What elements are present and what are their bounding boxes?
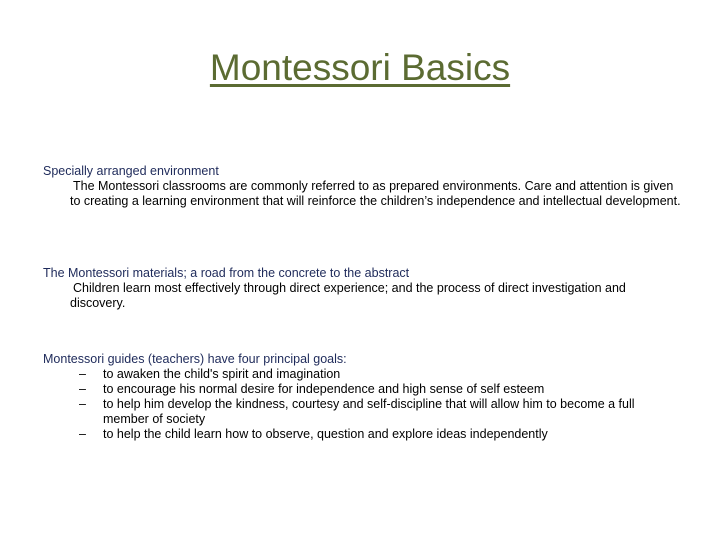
goals-list [43,367,678,442]
slide-title [0,44,720,92]
goal-item [43,397,678,427]
goal-item [43,427,678,442]
dash-bullet: – [79,382,86,396]
section-heading: Specially arranged environment [43,164,219,178]
section-body: The Montessori classrooms are commonly referred to as prepared environments. Care and attention is given to creating a learning environment that will reinforce the children’s independence and intellectual development. [70,179,681,208]
section-environment [43,164,683,209]
goal-text: to encourage his normal desire for independence and high sense of self esteem [103,382,545,396]
goal-text: to awaken the child's spirit and imagination [103,367,341,381]
section-heading: The Montessori materials; a road from the concrete to the abstract [43,266,410,280]
slide-title-text: Montessori Basics [209,47,511,88]
section-guides [43,352,678,442]
goal-text: to help the child learn how to observe, question and explore ideas independently [103,427,548,441]
goal-item [43,382,678,397]
goal-text: to help him develop the kindness, courtesy and self-discipline that will allow him to become a full member of society [103,397,635,426]
section-heading: Montessori guides (teachers) have four principal goals: [43,352,347,366]
goal-item [43,367,678,382]
section-body: Children learn most effectively through direct experience; and the process of direct investigation and discovery. [70,281,626,310]
dash-bullet: – [79,397,86,411]
section-materials [43,266,683,311]
dash-bullet: – [79,367,86,381]
dash-bullet: – [79,427,86,441]
